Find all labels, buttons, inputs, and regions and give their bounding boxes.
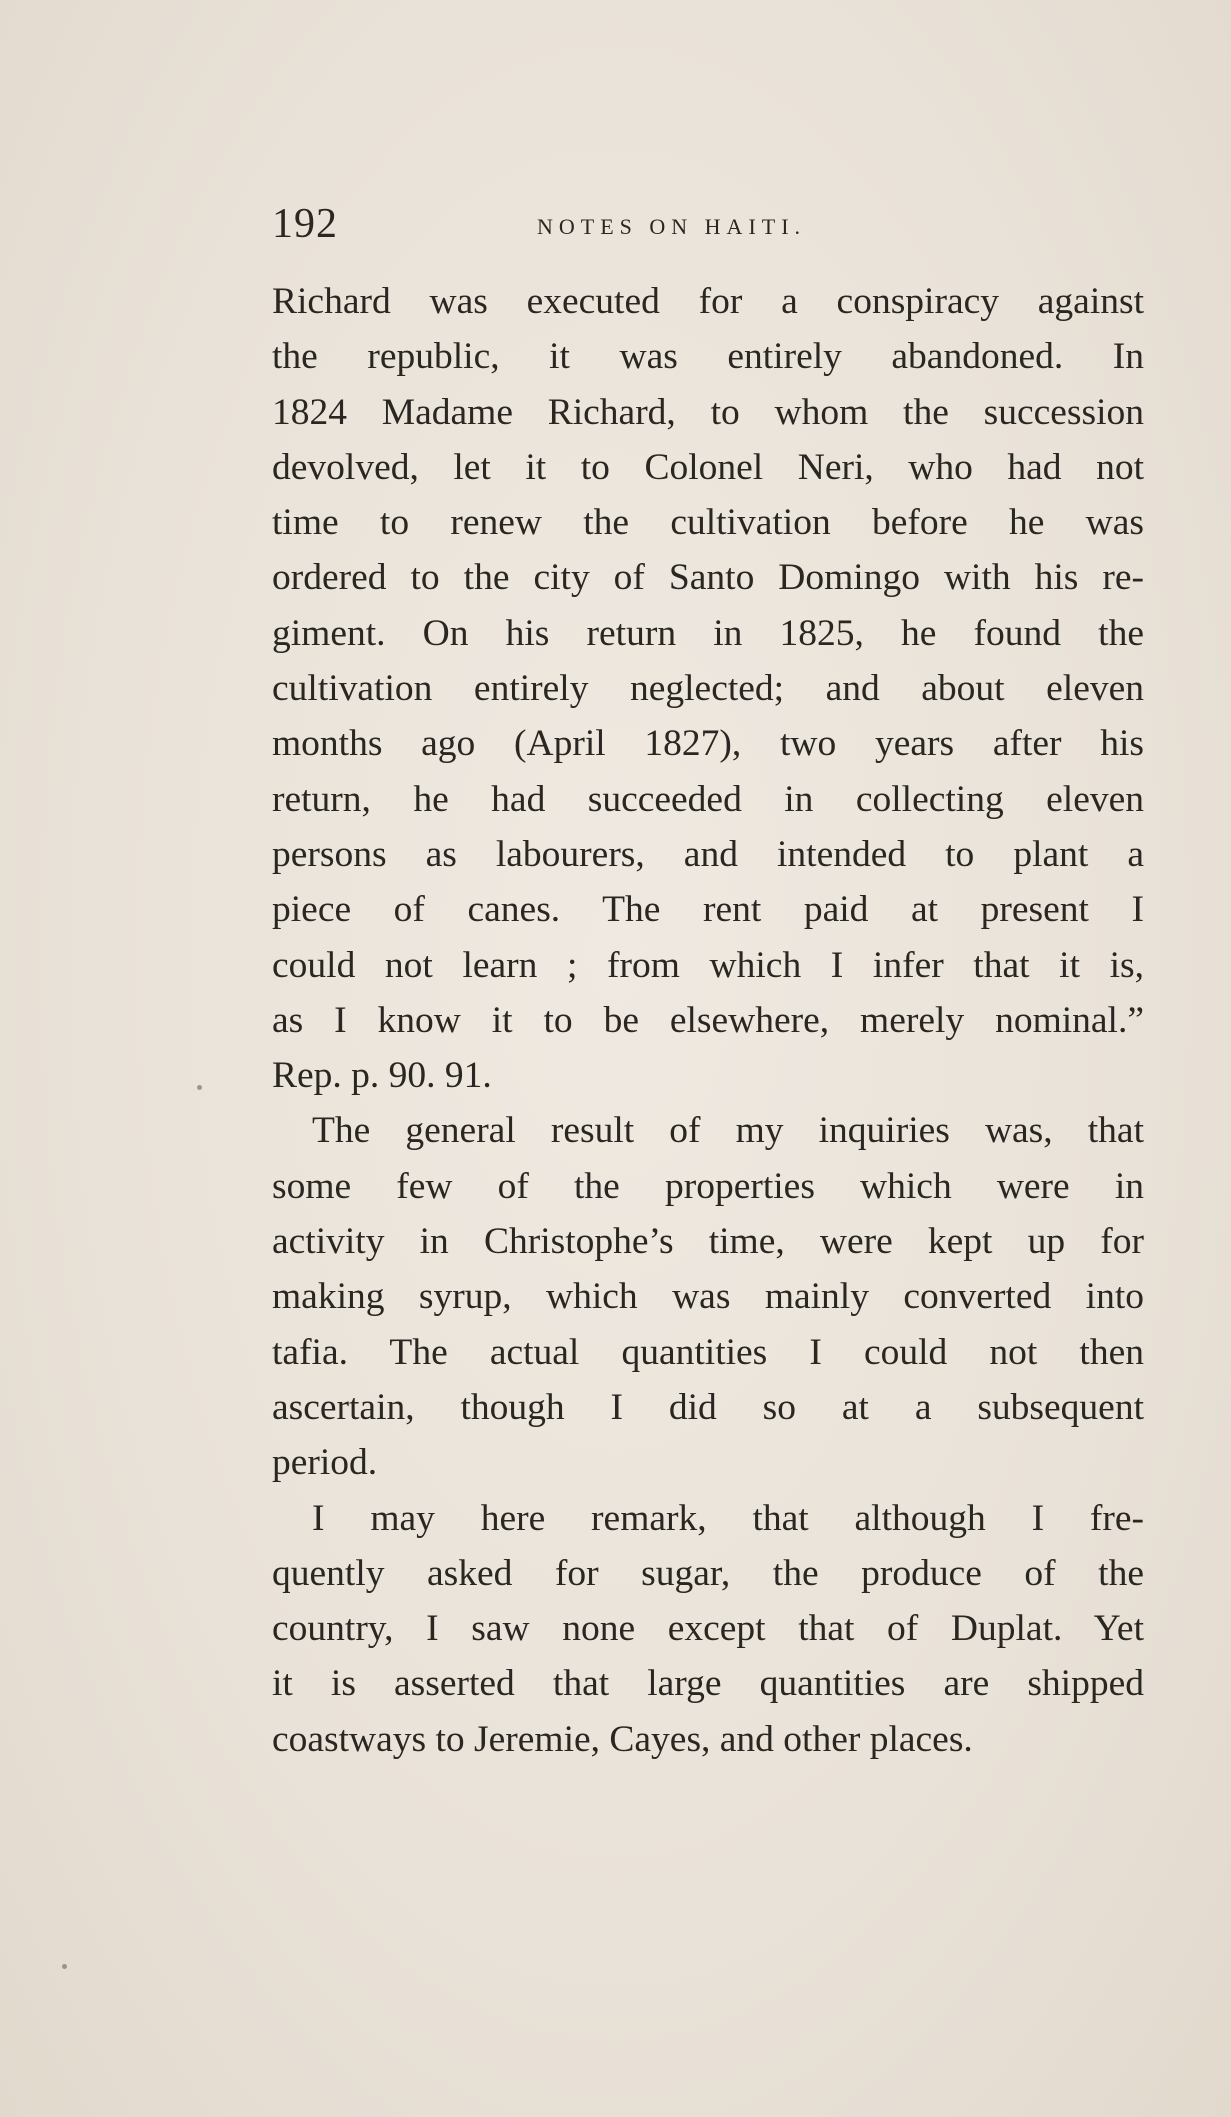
text-line: period. (272, 1442, 378, 1484)
text-line: time to renew the cultivation before he was (272, 502, 1144, 544)
paper-speck (62, 1964, 67, 1969)
text-line: Richard was executed for a conspiracy against (272, 281, 1144, 322)
text-line: persons as labourers, and intended to plant a (272, 833, 1144, 875)
text-line: tafia. The actual quantities I could not then (272, 1331, 1144, 1373)
text-line: Rep. p. 90. 91. (272, 1055, 492, 1097)
text-line: piece of canes. The rent paid at present I (272, 889, 1144, 931)
text-line: return, he had succeeded in collecting eleven (272, 778, 1144, 820)
text-line: coastways to Jeremie, Cayes, and other places. (272, 1718, 973, 1760)
page-number: 192 (272, 201, 338, 247)
text-line: months ago (April 1827), two years after his (272, 723, 1144, 765)
body-text (272, 274, 1144, 1767)
text-line: 1824 Madame Richard, to whom the succession (272, 391, 1144, 433)
text-line: ordered to the city of Santo Domingo with his re- (272, 557, 1144, 599)
text-line: making syrup, which was mainly converted into (272, 1276, 1144, 1318)
text-line: quently asked for sugar, the produce of the (272, 1552, 1144, 1594)
text-line: as I know it to be elsewhere, merely nominal.” (272, 999, 1144, 1041)
text-line: it is asserted that large quantities are shipped (272, 1663, 1144, 1705)
text-line: country, I saw none except that of Duplat. Yet (272, 1608, 1144, 1650)
text-line: activity in Christophe’s time, were kept up for (272, 1221, 1144, 1263)
text-line: the republic, it was entirely abandoned. In (272, 336, 1144, 378)
paragraph-start-line: The general result of my inquiries was, that (312, 1110, 1144, 1152)
running-title: NOTES ON HAITI. (537, 214, 807, 239)
paper-speck (197, 1085, 202, 1090)
text-line: some few of the properties which were in (272, 1165, 1144, 1207)
text-line: devolved, let it to Colonel Neri, who had not (272, 446, 1144, 488)
running-head (272, 200, 1132, 260)
text-line: cultivation entirely neglected; and about eleven (272, 668, 1144, 710)
text-line: could not learn ; from which I infer that it is, (272, 944, 1144, 986)
text-line: ascertain, though I did so at a subsequent (272, 1386, 1144, 1428)
paragraph-start-line: I may here remark, that although I fre- (312, 1497, 1144, 1539)
text-line: giment. On his return in 1825, he found the (272, 612, 1144, 654)
